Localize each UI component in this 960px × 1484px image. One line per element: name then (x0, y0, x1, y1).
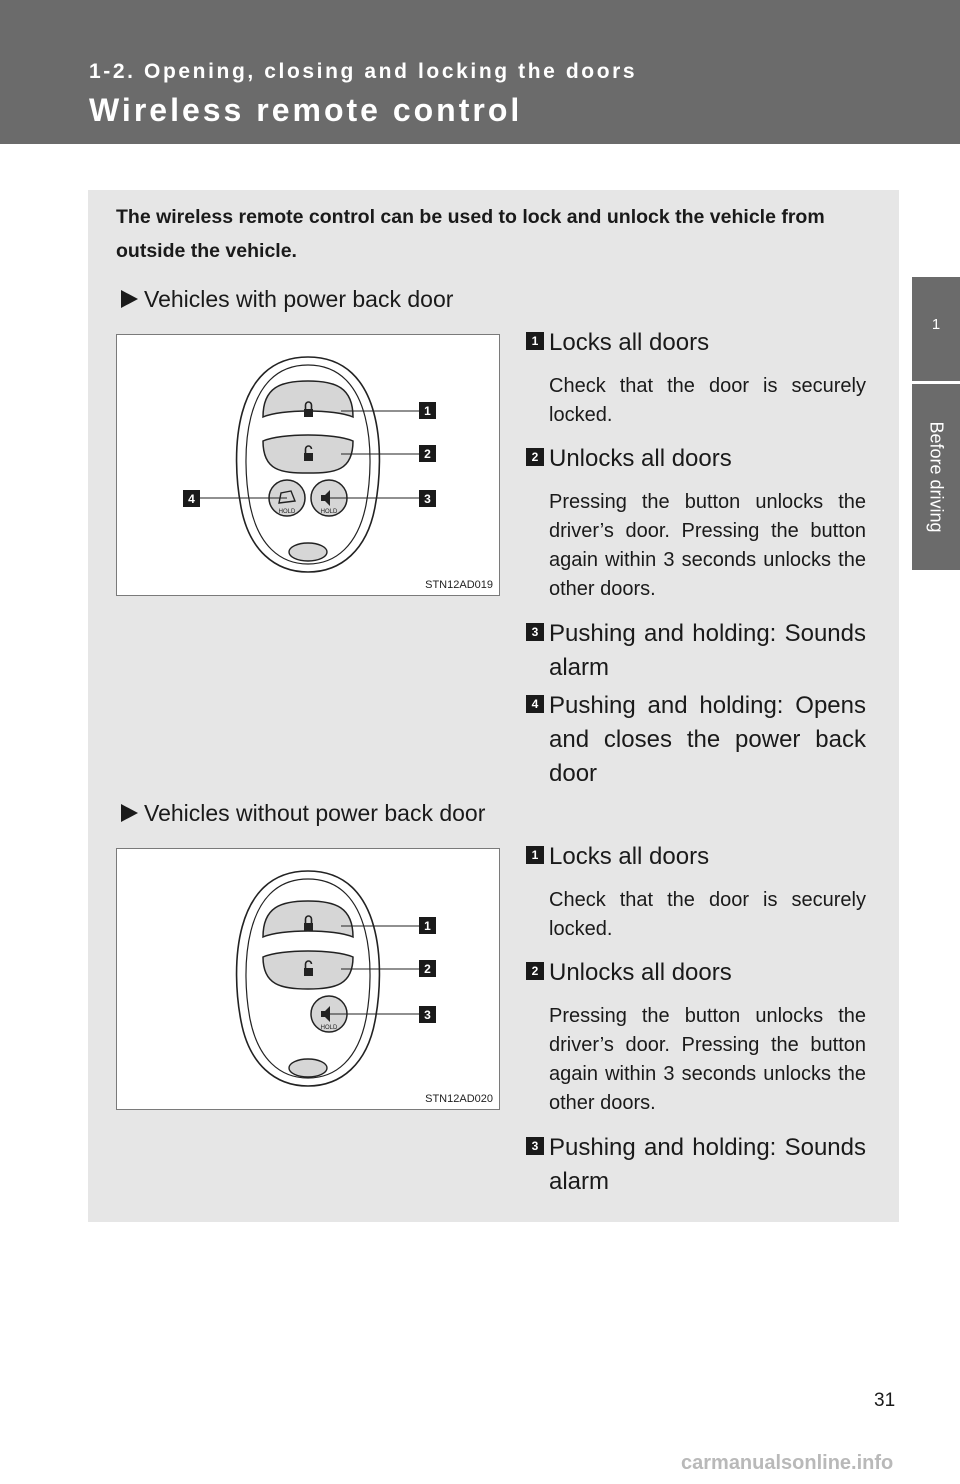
figure-code: STN12AD020 (425, 1093, 493, 1105)
section-heading-power-back-door: Vehicles with power back door (121, 286, 453, 313)
callout-badge-3 (419, 1006, 436, 1023)
lock-button (263, 381, 353, 417)
callout-badge-2 (419, 445, 436, 462)
legend-item-title: Unlocks all doors (549, 445, 732, 472)
svg-text:4: 4 (188, 492, 195, 506)
chapter-tab-label: Before driving (926, 421, 947, 533)
legend-item-desc: Pressing the button unlocks the driver’s door. Pressing the button again within 3 seconds unlocks the other doors. (549, 491, 866, 600)
callout-badge-1 (419, 917, 436, 934)
section-label: 1-2. Opening, closing and locking the doors (89, 60, 638, 83)
svg-text:1: 1 (424, 404, 431, 418)
fob-indicator-button (289, 1059, 327, 1077)
callout-badge-3 (419, 490, 436, 507)
number-badge: 3 (526, 623, 544, 641)
number-badge: 1 (526, 846, 544, 864)
hold-label: HOLD (278, 509, 296, 515)
triangle-bullet-icon (121, 290, 138, 308)
legend-item-4 (526, 689, 866, 791)
legend-item-desc: Pressing the button unlocks the driver’s door. Pressing the button again within 3 seconds unlocks the other doors. (549, 1005, 866, 1114)
legend-item-3 (526, 1131, 866, 1199)
fob-indicator-button (289, 543, 327, 561)
intro-text: The wireless remote control can be used to lock and unlock the vehicle from outside the vehicle. (116, 206, 825, 262)
legend-item-3 (526, 617, 866, 685)
callout-badge-4 (183, 490, 200, 507)
svg-text:2: 2 (424, 447, 431, 461)
number-badge: 4 (526, 695, 544, 713)
number-badge: 2 (526, 448, 544, 466)
legend-item-title: Pushing and holding: Sounds alarm (549, 620, 866, 681)
section-heading-no-power-back-door: Vehicles without power back door (121, 800, 485, 827)
legend-item-title: Pushing and holding: Opens and closes the power back door (549, 692, 866, 787)
watermark[interactable]: carmanualsonline.info (681, 1452, 894, 1474)
page-title: Wireless remote control (89, 92, 523, 128)
figure-code: STN12AD019 (425, 579, 493, 591)
chapter-tab-number: 1 (931, 316, 941, 333)
legend-item-desc: Check that the door is securely locked. (549, 889, 866, 940)
unlock-button (263, 435, 353, 473)
number-badge: 2 (526, 962, 544, 980)
triangle-bullet-icon (121, 804, 138, 822)
legend-item-title: Locks all doors (549, 843, 710, 870)
remote-figure-with-back-door (116, 334, 500, 596)
page-number: 31 (874, 1390, 896, 1411)
svg-text:1: 1 (424, 919, 431, 933)
svg-text:2: 2 (424, 962, 431, 976)
legend-item-2 (526, 956, 866, 1118)
svg-text:3: 3 (424, 492, 431, 506)
legend-item-title: Pushing and holding: Sounds alarm (549, 1134, 866, 1195)
legend-item-title: Unlocks all doors (549, 959, 732, 986)
legend-item-title: Locks all doors (549, 329, 710, 356)
legend-item-2 (526, 442, 866, 604)
hold-label: HOLD (320, 1025, 338, 1031)
unlock-button (263, 951, 353, 989)
remote-figure-without-back-door (116, 848, 500, 1110)
legend-item-1 (526, 840, 866, 944)
number-badge: 1 (526, 332, 544, 350)
lock-button (263, 901, 353, 937)
hold-label: HOLD (320, 509, 338, 515)
svg-text:3: 3 (424, 1008, 431, 1022)
callout-badge-1 (419, 402, 436, 419)
legend-item-1 (526, 326, 866, 430)
callout-badge-2 (419, 960, 436, 977)
legend-item-desc: Check that the door is securely locked. (549, 375, 866, 426)
number-badge: 3 (526, 1137, 544, 1155)
